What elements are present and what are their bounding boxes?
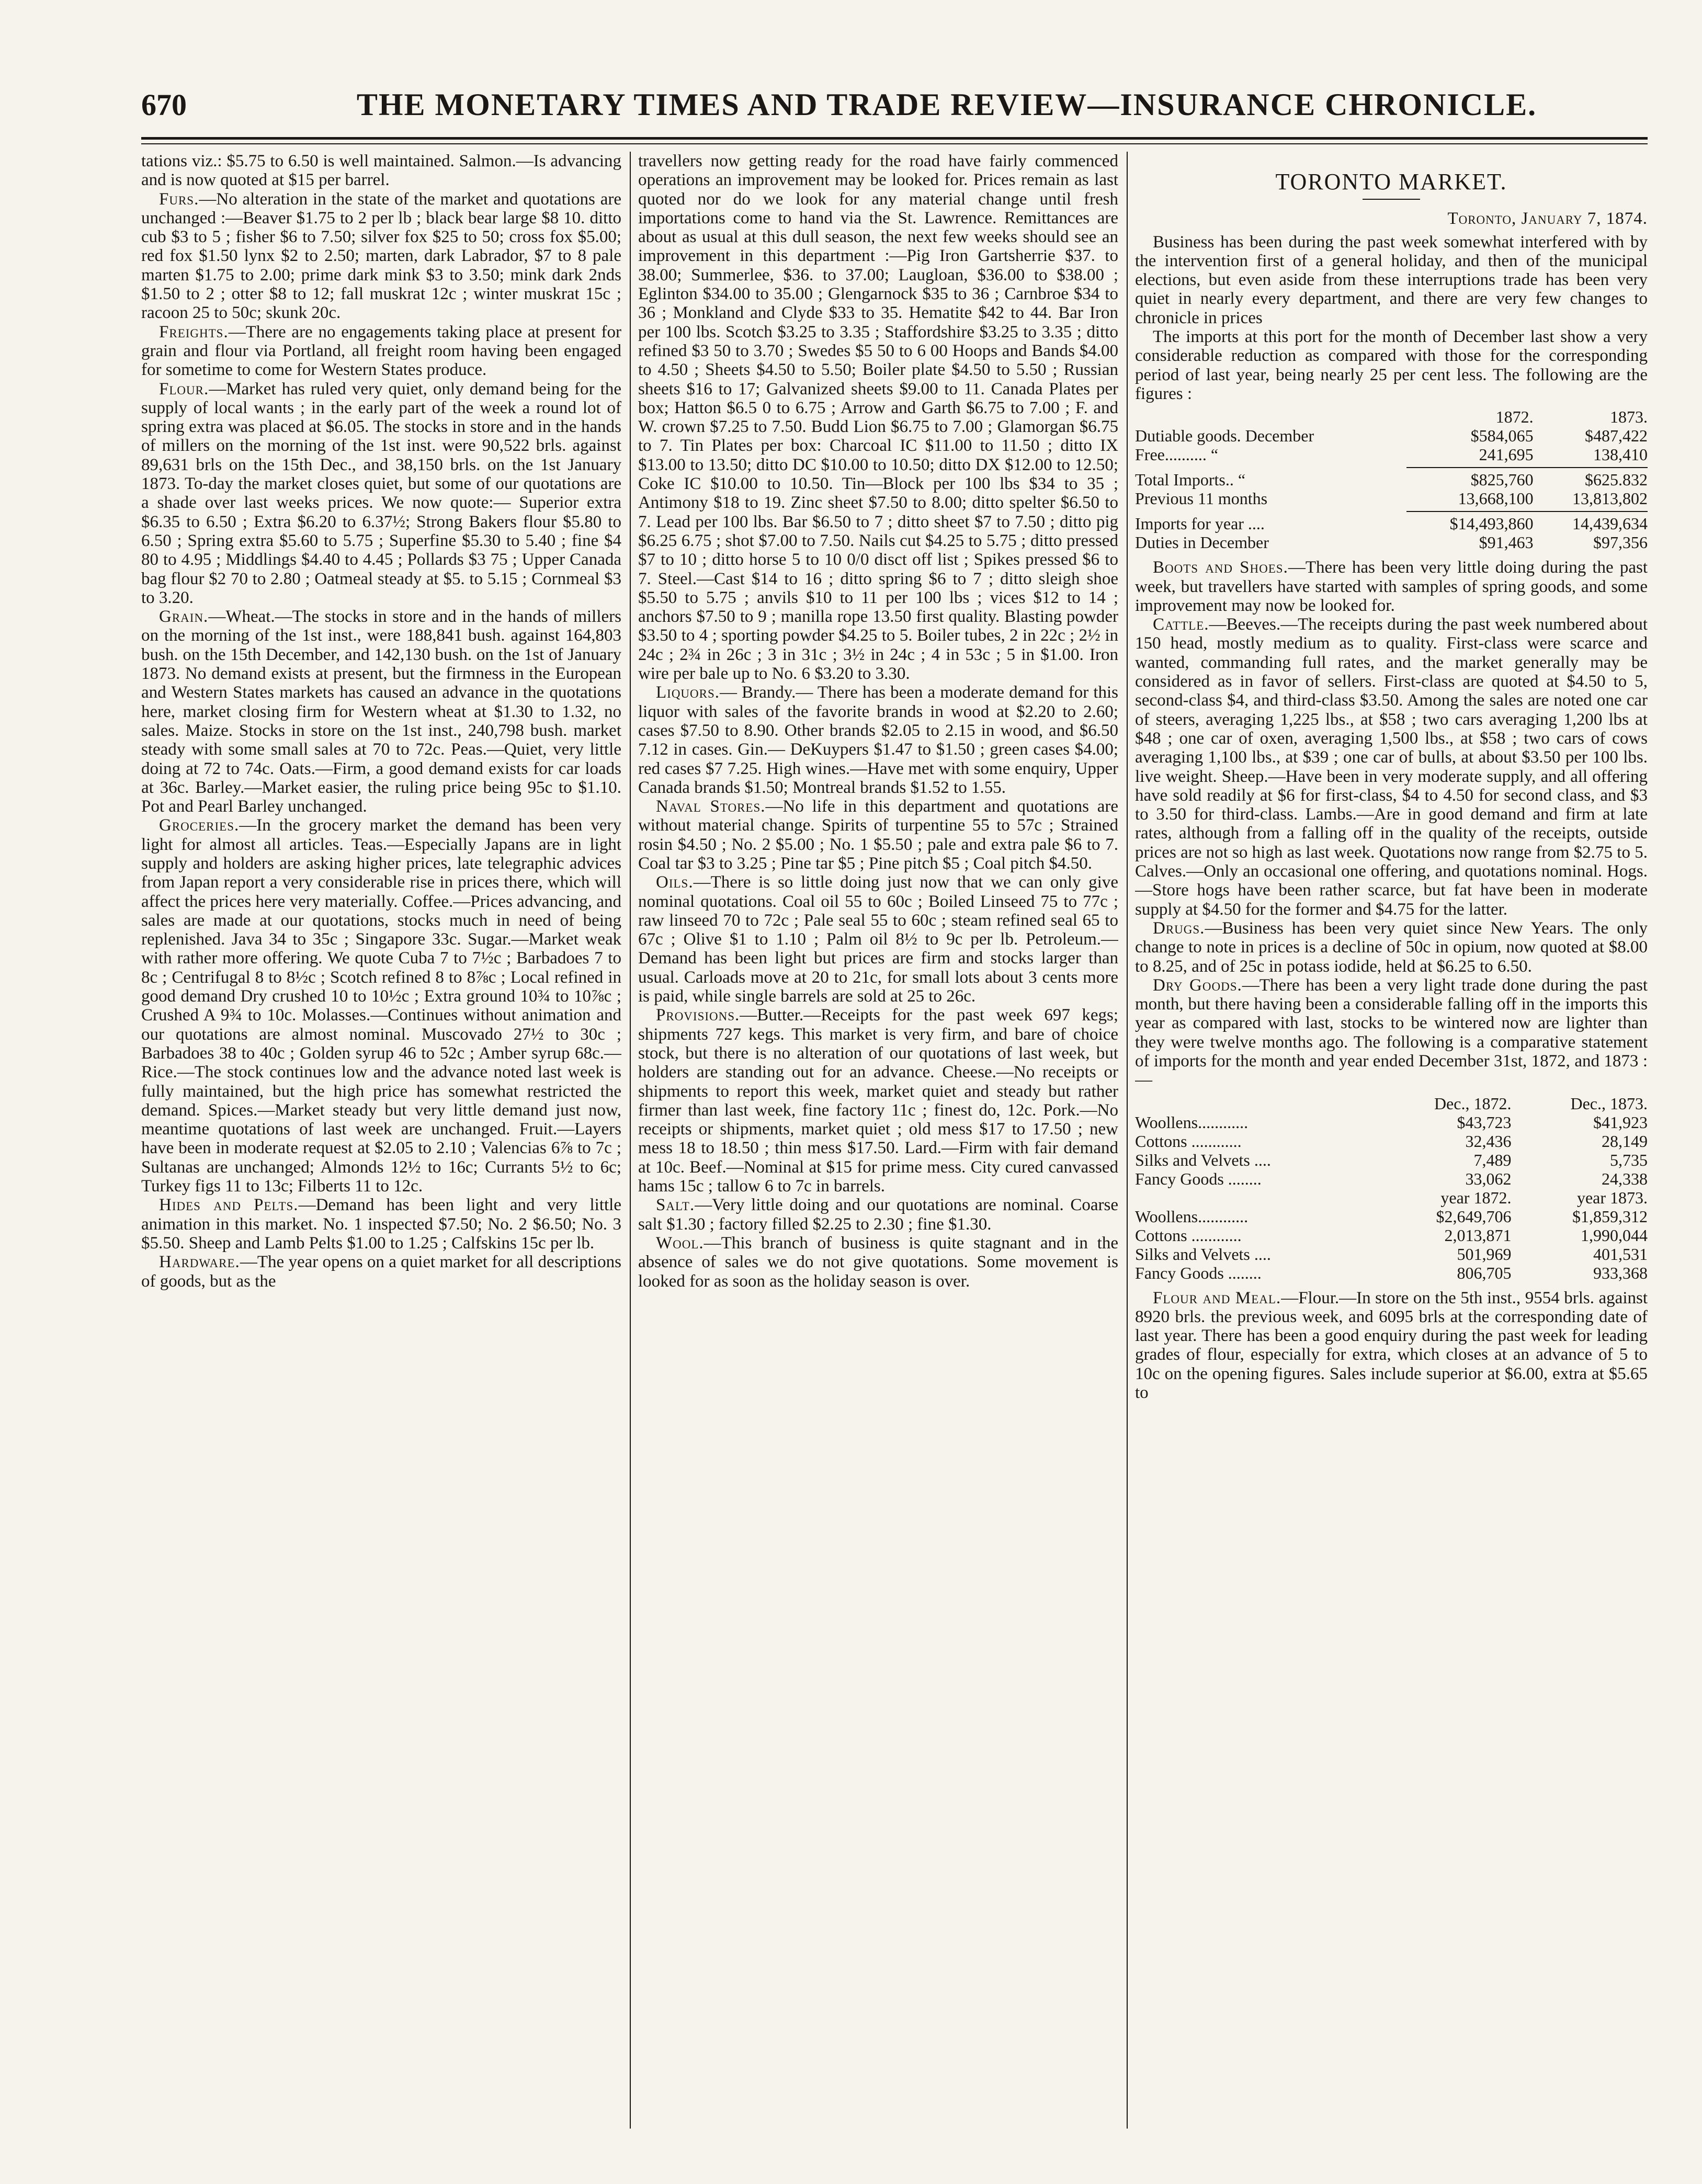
freights-heading: Freights. <box>159 322 229 342</box>
cattle-paragraph <box>1135 615 1648 919</box>
groceries-paragraph <box>141 816 621 1196</box>
row-value: $487,422 <box>1585 426 1648 446</box>
freights-paragraph <box>141 323 621 380</box>
row-value: 32,436 <box>1465 1131 1512 1151</box>
intro-paragraph: Business has been during the past week somewhat interfered with by the intervention first of a general holiday, and then of the municipal elections, but even aside from these interruptions trade has been very quiet in nearly every department, and there are very few changes to chronicle in prices <box>1135 232 1648 327</box>
flour-meal-text: —Flour.—In store on the 5th inst., 9554 brls. against 8920 brls. the previous week, and 6095 brls at the corresponding date of last year. There has been a good enquiry during the past week for leading grades of flour, especially for extra, which closes at an advance of 5 to 10c on the opening figures. Sales include superior at $6.00, extra at $5.65 to <box>1135 1288 1648 1403</box>
row-value: 33,062 <box>1465 1169 1512 1188</box>
hides-paragraph <box>141 1196 621 1253</box>
row-value: $1,859,312 <box>1572 1207 1648 1226</box>
drugs-paragraph <box>1135 919 1648 976</box>
oils-heading: Oils. <box>656 873 694 892</box>
liquors-paragraph <box>638 683 1118 797</box>
heading-rule <box>1363 199 1420 200</box>
groceries-heading: Groceries. <box>159 816 240 835</box>
furs-heading: Furs. <box>159 189 199 209</box>
row-value: $91,463 <box>1479 533 1534 552</box>
table-row <box>1135 1245 1648 1264</box>
drugs-text: —Business has been very quiet since New Years. The only change to note in prices is a decline of 50c in opium, now quoted at $8.00 to 8.25, and of 25c in potass iodide, held at $6.25 to 6.50. <box>1135 918 1648 976</box>
furs-paragraph <box>141 190 621 323</box>
flour-heading: Flour. <box>159 379 209 399</box>
flour-text: —Market has ruled very quiet, only demand being for the supply of local wants ; in the early part of the week a round lot of spring extra was placed at $6.05. The stocks in store and in the hands of millers on the morning of the 1st inst. were 90,522 brls. against 89,631 brls on the 15th Dec., and 38,150 brls. on the 1st January 1873. To-day the market closes quiet, but some of our quotations are a shade over last weeks prices. We now quote:— Superior extra $6.35 to 6.50 ; Extra $6.20 to 6.37½; Strong Bakers flour $5.80 to 6.50 ; Spring extra $5.60 to 5.75 ; Superfine $5.30 to 5.40 ; fine $4 80 to 4.95 ; Middlings $4.40 to 4.45 ; Pollards $3 75 ; Upper Canada bag flour $2 70 to 2.80 ; Oatmeal steady at $5. to 5.15 ; Cornmeal $3 to 3.20. <box>141 379 621 607</box>
table-rule-row <box>1135 464 1648 470</box>
hardware-text: —The year opens on a quiet market for all descriptions of goods, but as the <box>141 1253 621 1291</box>
row-label: Cottons ............ <box>1135 1225 1242 1245</box>
table-row <box>1135 1207 1648 1226</box>
table-row <box>1135 1169 1648 1188</box>
cattle-heading: Cattle. <box>1153 615 1209 634</box>
column-divider-1 <box>630 152 631 2129</box>
row-label: Woollens............ <box>1135 1207 1249 1226</box>
publication-title: THE MONETARY TIMES AND TRADE REVIEW—INSURANCE CHRONICLE. <box>356 87 1537 122</box>
provisions-paragraph <box>638 1006 1118 1196</box>
row-value: 28,149 <box>1602 1131 1648 1151</box>
provisions-text: —Butter.—Receipts for the past week 697 kegs; shipments 727 kegs. This market is very firm, and bare of choice stock, but there is no alteration of our quotations of last week, but holders are standing out for an advance. Cheese.—No receipts or shipments to report this week, market quiet and steady but rather firmer than last week, fine factory 11c ; finest do, 12c. Pork.—No receipts or shipments, market quiet ; old mess $17 to 17.50 ; new mess 18 to 18.50 ; thin mess $17.50. Lard.—Firm with fair demand at 10c. Beef.—Nominal at $15 for prime mess. City cured canvassed hams 15c ; tallow 6 to 7c in barrels. <box>638 1006 1118 1196</box>
hides-text: —Demand has been light and very little animation in this market. No. 1 inspected $7.50; No. 2 $6.50; No. 3 $5.50. Sheep and Lamb Pelts $1.00 to 1.25 ; Calfskins 15c per lb. <box>141 1196 621 1253</box>
row-value: $825,760 <box>1470 470 1534 490</box>
naval-stores-heading: Naval Stores. <box>656 797 766 816</box>
salt-heading: Salt. <box>656 1196 695 1215</box>
column-header: year 1873. <box>1576 1188 1648 1207</box>
hides-heading: Hides and Pelts. <box>159 1196 299 1215</box>
table-row <box>1135 1226 1648 1245</box>
row-value: 933,368 <box>1593 1263 1648 1282</box>
column-header: Dec., 1872. <box>1434 1094 1512 1113</box>
row-label: Silks and Velvets .... <box>1135 1244 1271 1264</box>
column-divider-2 <box>1127 152 1128 2129</box>
dry-goods-text: —There has been a very light trade done during the past month, but there having been a considerable falling off in the imports this year as compared with last, stocks to be wintered now are lighter than they were twelve months ago. The following is a comparative statement of imports for the month and year ended December 31st, 1872, and 1873 :— <box>1135 975 1648 1090</box>
row-label: Cottons ............ <box>1135 1131 1242 1151</box>
naval-stores-text: —No life in this department and quotations are without material change. Spirits of turpentine 55 to 57c ; Strained rosin $4.50 ; No. 2 $5.00 ; No. 1 $5.50 ; pale and extra pale $6 to 7. Coal tar $3 to 3.25 ; Pine tar $5 ; Pine pitch $5 ; Coal pitch $4.50. <box>638 797 1118 873</box>
salt-text: —Very little doing and our quotations are nominal. Coarse salt $1.30 ; factory filled $2.25 to 2.30 ; fine $1.30. <box>638 1196 1118 1234</box>
column-header: 1873. <box>1610 407 1648 427</box>
naval-stores-paragraph <box>638 797 1118 873</box>
row-value: $625.832 <box>1585 470 1648 490</box>
table-row <box>1135 1113 1648 1132</box>
row-value: 13,668,100 <box>1458 489 1534 508</box>
furs-text: —No alteration in the state of the market and quotations are unchanged :—Beaver $1.75 to 2 per lb ; black bear large $8 10. ditto cub $3 to 5 ; fisher $6 to 7.50; silver fox $25 to 50; cross fox $5.00; red fox $1.50 lynx $2 to 2.50; marten, dark Labrador, $7 to 8 pale marten $1.75 to 2.00; prime dark mink $3 to 3.50; mink dark 2nds $1.50 to 2 ; otter $8 to 12; fall muskrat 12c ; winter muskrat 15c ; racoon 25 to 50c; skunk 20c. <box>141 189 621 323</box>
row-label: Duties in December <box>1135 533 1269 552</box>
table-row <box>1135 1151 1648 1169</box>
freights-text: —There are no engagements taking place at present for grain and flour via Portland, all freight room having been engaged for sometime to come for Western States produce. <box>141 322 621 380</box>
flour-meal-heading: Flour and Meal. <box>1153 1288 1281 1307</box>
row-value: 806,705 <box>1457 1263 1512 1282</box>
table-header-row <box>1135 1094 1648 1113</box>
row-label: Total Imports.. “ <box>1135 470 1246 490</box>
dry-goods-table <box>1135 1094 1648 1282</box>
table-row <box>1135 426 1648 445</box>
dateline: Toronto, January 7, 1874. <box>1447 209 1648 229</box>
row-value: 1,990,044 <box>1581 1225 1648 1245</box>
table-row <box>1135 1264 1648 1282</box>
dry-goods-paragraph <box>1135 976 1648 1090</box>
row-value: 13,813,802 <box>1572 489 1648 508</box>
column-2 <box>638 152 1118 2129</box>
salt-paragraph <box>638 1196 1118 1234</box>
boots-paragraph <box>1135 558 1648 615</box>
page-number: 670 <box>141 87 187 122</box>
row-value: 5,735 <box>1610 1150 1648 1169</box>
column-header: year 1872. <box>1440 1188 1512 1207</box>
flour-meal-paragraph <box>1135 1289 1648 1403</box>
cattle-text: —Beeves.—The receipts during the past week numbered about 150 head, mostly medium as to quality. First-class were scarce and wanted, commanding full rates, and the market generally may be considered as in favor of sellers. First-class are quoted at $4.50 to 5, second-class $4, and third-class $3.50. Among the sales are noted one car of steers, averaging 1,225 lbs., at $58 ; two cars averaging 1,200 lbs at $48 ; one car of oxen, averaging 1,500 lbs., at $58 ; two cars of cows averaging 1,100 lbs., at $39 ; one car of bulls, at about $3.50 per 100 lbs. live weight. Sheep.—Have been in very moderate supply, and all offering have sold readily at $6 for first-class, $4 to 4.50 for second class, and $3 to 3.50 for third-class. Lambs.—Are in good demand and firm at late rates, although from a falling off in the quality of the receipts, outside prices are not so high as last week. Quotations now range from $2.75 to 5. Calves.—Only an occasional one offering, and quotations nominal. Hogs.—Store hogs have been rather scarce, but fat have been in moderate supply at $4.50 for the former and $4.75 for the latter. <box>1135 615 1648 919</box>
wool-text: —This branch of business is quite stagnant and in the absence of sales we do not give quotations. Some movement is looked for as soon as the holiday season is over. <box>638 1233 1118 1291</box>
drugs-heading: Drugs. <box>1153 918 1205 938</box>
table-row <box>1135 470 1648 489</box>
row-label: Dutiable goods. December <box>1135 426 1314 446</box>
row-label: Free.......... “ <box>1135 445 1219 464</box>
dry-goods-heading: Dry Goods. <box>1153 975 1242 995</box>
column-header: Dec., 1873. <box>1570 1094 1648 1113</box>
flour-paragraph <box>141 380 621 608</box>
row-value: $43,723 <box>1457 1112 1512 1132</box>
row-value: 241,695 <box>1479 445 1534 464</box>
imports-paragraph: The imports at this port for the month of December last show a very considerable reduction as compared with those for the corresponding period of last year, being nearly 25 per cent less. The following are the figures : <box>1135 327 1648 403</box>
fish-paragraph: tations viz.: $5.75 to 6.50 is well maintained. Salmon.—Is advancing and is now quoted at $15 per barrel. <box>141 152 621 190</box>
row-label: Imports for year .... <box>1135 514 1265 533</box>
table-header-row <box>1135 1188 1648 1207</box>
oils-text: —There is so little doing just now that we can only give nominal quotations. Coal oil 55 to 60c ; Boiled Linseed 75 to 77c ; raw linseed 70 to 72c ; Pale seal 55 to 60c ; steam refined seal 65 to 67c ; Olive $1 to 1.10 ; Palm oil 8½ to 9c per lb. Petroleum.—Demand has been light but prices are firm and stocks larger than usual. Carloads move at 20 to 21c, for small lots about 3 cents more is paid, while single barrels are sold at 25 to 26c. <box>638 873 1118 1006</box>
row-label: Previous 11 months <box>1135 489 1268 508</box>
oils-paragraph <box>638 873 1118 1006</box>
toronto-market-heading: TORONTO MARKET. <box>1275 169 1507 195</box>
row-value: 24,338 <box>1602 1169 1648 1188</box>
row-value: $14,493,860 <box>1449 514 1534 533</box>
liquors-heading: Liquors. <box>656 683 720 702</box>
wool-heading: Wool. <box>656 1233 704 1253</box>
table-rule-row <box>1135 508 1648 514</box>
wool-paragraph <box>638 1234 1118 1291</box>
row-label: Fancy Goods ........ <box>1135 1169 1262 1188</box>
grain-text: —Wheat.—The stocks in store and in the hands of millers on the morning of the 1st inst., were 188,841 bush. against 164,803 bush. on the 15th December, and 142,130 bush. on the 1st of January 1873. No demand exists at present, but the firmness in the European and Western States markets has caused an advance in the quotations here, market closing firm for Western wheat at $1.30 to 1.32, no sales. Maize. Stocks in store on the 1st inst., 240,798 bush. market steady with some small sales at 70 to 72c. Peas.—Quiet, very little doing at 72 to 74c. Oats.—Firm, a good demand exists for car loads at 36c. Barley.—Market easier, the ruling price being 95c to $1.10. Pot and Pearl Barley unchanged. <box>141 607 621 816</box>
row-value: 14,439,634 <box>1572 514 1648 533</box>
row-value: 501,969 <box>1457 1244 1512 1264</box>
hardware-paragraph <box>141 1253 621 1291</box>
table-header-row <box>1135 407 1648 426</box>
boots-heading: Boots and Shoes. <box>1153 558 1288 577</box>
grain-heading: Grain. <box>159 607 209 627</box>
row-value: $2,649,706 <box>1436 1207 1512 1226</box>
row-value: 2,013,871 <box>1444 1225 1512 1245</box>
row-value: $41,923 <box>1593 1112 1648 1132</box>
table-row <box>1135 533 1648 552</box>
row-value: 401,531 <box>1593 1244 1648 1264</box>
table-row <box>1135 445 1648 464</box>
table-row <box>1135 1132 1648 1151</box>
page-header <box>141 78 1648 131</box>
row-value: 138,410 <box>1593 445 1648 464</box>
row-value: $97,356 <box>1593 533 1648 552</box>
imports-table <box>1135 407 1648 552</box>
column-3 <box>1135 152 1648 2129</box>
row-label: Silks and Velvets .... <box>1135 1150 1271 1169</box>
column-header: 1872. <box>1495 407 1534 427</box>
header-rule-thick <box>141 137 1648 140</box>
column-1 <box>141 152 621 2129</box>
liquors-text: — Brandy.— There has been a moderate demand for this liquor with sales of the favorite brands in wood at $2.20 to 2.60; cases $7.50 to 8.90. Other brands $2.05 to 2.15 in wood, and $6.50 7.12 in cases. Gin.— DeKuypers $1.47 to $1.50 ; green cases $4.00; red cases $7 7.25. High wines.—Have met with some enquiry, Upper Canada brands $1.50; Montreal brands $1.52 to 1.55. <box>638 683 1118 797</box>
provisions-heading: Provisions. <box>656 1006 740 1025</box>
grain-paragraph <box>141 607 621 816</box>
table-row <box>1135 489 1648 508</box>
boots-text: —There has been very little doing during the past week, but travellers have started with samples of spring goods, and some improvement may now be looked for. <box>1135 558 1648 615</box>
table-row <box>1135 514 1648 533</box>
row-value: $584,065 <box>1470 426 1534 446</box>
header-rule-thin <box>141 143 1648 144</box>
hardware-continued-paragraph: travellers now getting ready for the road have fairly commenced operations an improvement may be looked for. Prices remain as last quoted nor do we look for any material change until fresh importations come to hand via the St. Lawrence. Remittances are about as usual at this dull season, the next few weeks should see an improvement in this department :—Pig Iron Gartsherrie $37. to 38.00; Summerlee, $36. to 37.00; Laugloan, $36.00 to $38.00 ; Eglinton $34.00 to 35.00 ; Glengarnock $35 to 36 ; Carnbroe $34 to 36 ; Monkland and Clyde $33 to 35. Hematite $42 to 44. Bar Iron per 100 lbs. Scotch $3.25 to 3.35 ; Staffordshire $3.25 to 3.35 ; ditto refined $3 50 to 3.70 ; Swedes $5 50 to 6 00 Hoops and Bands $4.00 to 4.50 ; Sheets $4.50 to 5.50; Boiler plate $4.50 to 5.50 ; Russian sheets $16 to 17; Galvanized sheets $9.00 to 11. Canada Plates per box; Hatton $6.5 0 to 6.75 ; Arrow and Garth $6.75 to 7.00 ; F. and W. crown $7.25 to 7.50. Budd Lion $6.75 to 7.00 ; Glamorgan $6.75 to 7. Tin Plates per box: Charcoal IC $11.00 to 11.50 ; ditto IX $13.00 to 13.50; ditto DC $10.00 to 10.50; ditto DX $12.00 to 12.50; Coke IC $10.00 to 10.50. Tin—Block per 100 lbs $34 to 35 ; Antimony $18 to 19. Zinc sheet $7.50 to 8.00; ditto spelter $6.50 to 7. Lead per 100 lbs. Bar $6.50 to 7 ; ditto sheet $7 to 7.50 ; ditto pig $6.25 6.75 ; shot $7.00 to 7.50. Nails cut $4.25 to 5.75 ; ditto pressed $7 to 10 ; ditto horse 5 to 10 0/0 disct off list ; Spikes pressed $6 to 7. Steel.—Cast $14 to 16 ; ditto spring $6 to 7 ; ditto sleigh shoe $5.50 to 5.75 ; anvils $10 to 11 per 100 lbs ; vices $12 to 14 ; anchors $7.50 to 9 ; manilla rope 13.50 first quality. Blasting powder $3.50 to 4 ; sporting powder $4.25 to 5. Boiler tubes, 2 in 22c ; 2½ in 24c ; 2¾ in 26c ; 3 in 31c ; 3½ in 24c ; 4 in 53c ; 5 in $1.00. Iron wire per bale up to No. 6 $3.20 to 3.30. <box>638 152 1118 684</box>
groceries-text: —In the grocery market the demand has been very light for almost all articles. Teas.—Especially Japans are in light supply and holders are asking higher prices, late telegraphic advices from Japan report a very considerable rise in prices there, which will affect the prices here very materially. Coffee.—Prices advancing, and sales are made at our quotations, stocks much in need of being replenished. Java 34 to 35c ; Singapore 33c. Sugar.—Market weak with rather more offering. We quote Cuba 7 to 7½c ; Barbadoes 7 to 8c ; Centrifugal 8 to 8½c ; Scotch refined 8 to 8⅞c ; Local refined in good demand Dry crushed 10 to 10½c ; Extra ground 10¾ to 10⅞c ; Crushed A 9¾ to 10c. Molasses.—Continues without animation and our quotations are almost nominal. Muscovado 27½ to 30c ; Barbadoes 38 to 40c ; Golden syrup 46 to 52c ; Amber syrup 68c.—Rice.—The stock continues low and the advance noted last week is fully maintained, but the high price has somewhat restricted the demand. Spices.—Market steady but very little demand just now, meantime quotations of last week are unchanged. Fruit.—Layers have been in moderate request at $2.05 to 2.10 ; Valencias 6⅞ to 7c ; Sultanas are unchanged; Almonds 12½ to 16c; Currants 5½ to 6c; Turkey figs 11 to 13c; Filberts 11 to 12c. <box>141 816 621 1196</box>
row-label: Woollens............ <box>1135 1112 1249 1132</box>
row-value: 7,489 <box>1473 1150 1512 1169</box>
hardware-heading: Hardware. <box>159 1253 240 1272</box>
row-label: Fancy Goods ........ <box>1135 1263 1262 1282</box>
